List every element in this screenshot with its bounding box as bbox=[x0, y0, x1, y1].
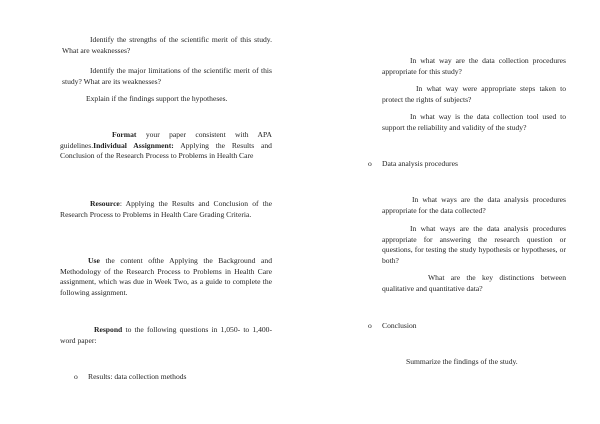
list-item bbox=[62, 66, 272, 87]
analysis-heading-text: Data analysis procedures bbox=[382, 159, 458, 168]
respond-paragraph bbox=[60, 325, 272, 346]
respond-text: to the following questions in 1,050- to 1,400-word paper: bbox=[60, 325, 273, 345]
assignment-text: Applying the Results and Conclusion of the Research Process to Problems in Health Care bbox=[60, 140, 272, 161]
list-item bbox=[62, 94, 272, 105]
circle-bullet-icon: o bbox=[368, 159, 372, 168]
list-item bbox=[382, 112, 566, 133]
use-text: the content ofthe Applying the Background and Methodology of the Research Process to Problems in Health Care assignment, which was due in Week Two, as a guide to complete the following assignment. bbox=[60, 256, 272, 297]
item-text: Explain if the findings support the hypotheses. bbox=[86, 94, 228, 103]
circle-bullet-icon: o bbox=[368, 321, 372, 330]
resource-text: : Applying the Results and Conclusion of the Research Process to Problems in Health Care Grading Criteria. bbox=[60, 199, 272, 219]
format-label: Format bbox=[112, 130, 137, 139]
item-text: In what way is the data collection tool used to support the reliability and validity of the study? bbox=[382, 112, 566, 132]
list-item bbox=[382, 84, 566, 105]
item-text: In what way are the data collection procedures appropriate for this study? bbox=[382, 56, 566, 76]
use-label: Use bbox=[88, 256, 100, 265]
list-item bbox=[382, 224, 566, 266]
list-item bbox=[382, 273, 566, 294]
conclusion-heading bbox=[368, 321, 417, 332]
list-item bbox=[62, 35, 272, 56]
resource-label: Resource bbox=[90, 199, 120, 208]
list-item bbox=[382, 195, 566, 216]
assignment-label: Individual Assignment: bbox=[93, 140, 174, 150]
item-text: Summarize the findings of the study. bbox=[406, 357, 518, 366]
list-item bbox=[382, 56, 566, 77]
format-text: your paper consistent with APA guidelines. bbox=[60, 130, 272, 150]
conclusion-heading-text: Conclusion bbox=[382, 321, 417, 330]
item-text: What are the key distinctions between qualitative and quantitative data? bbox=[382, 273, 566, 293]
item-text: In what way were appropriate steps taken to protect the rights of subjects? bbox=[382, 84, 566, 104]
item-text: In what ways are the data analysis procedures appropriate for the data collected? bbox=[382, 195, 566, 215]
item-text: Identify the major limitations of the scientific merit of this study? What are its weaknesses? bbox=[62, 66, 272, 86]
respond-label: Respond bbox=[94, 325, 123, 334]
item-text: In what ways are the data analysis procedures appropriate for answering the research question or questions, for testing the study hypothesis or hypotheses, or both? bbox=[382, 224, 566, 265]
results-heading bbox=[74, 372, 187, 383]
results-heading-text: Results: data collection methods bbox=[88, 372, 187, 381]
analysis-heading bbox=[368, 159, 458, 170]
circle-bullet-icon: o bbox=[74, 372, 78, 381]
item-text: Identify the strengths of the scientific merit of this study. What are weaknesses? bbox=[62, 35, 272, 55]
list-item bbox=[382, 357, 566, 368]
format-paragraph bbox=[60, 130, 272, 162]
use-paragraph bbox=[60, 256, 272, 298]
resource-paragraph bbox=[60, 199, 272, 220]
